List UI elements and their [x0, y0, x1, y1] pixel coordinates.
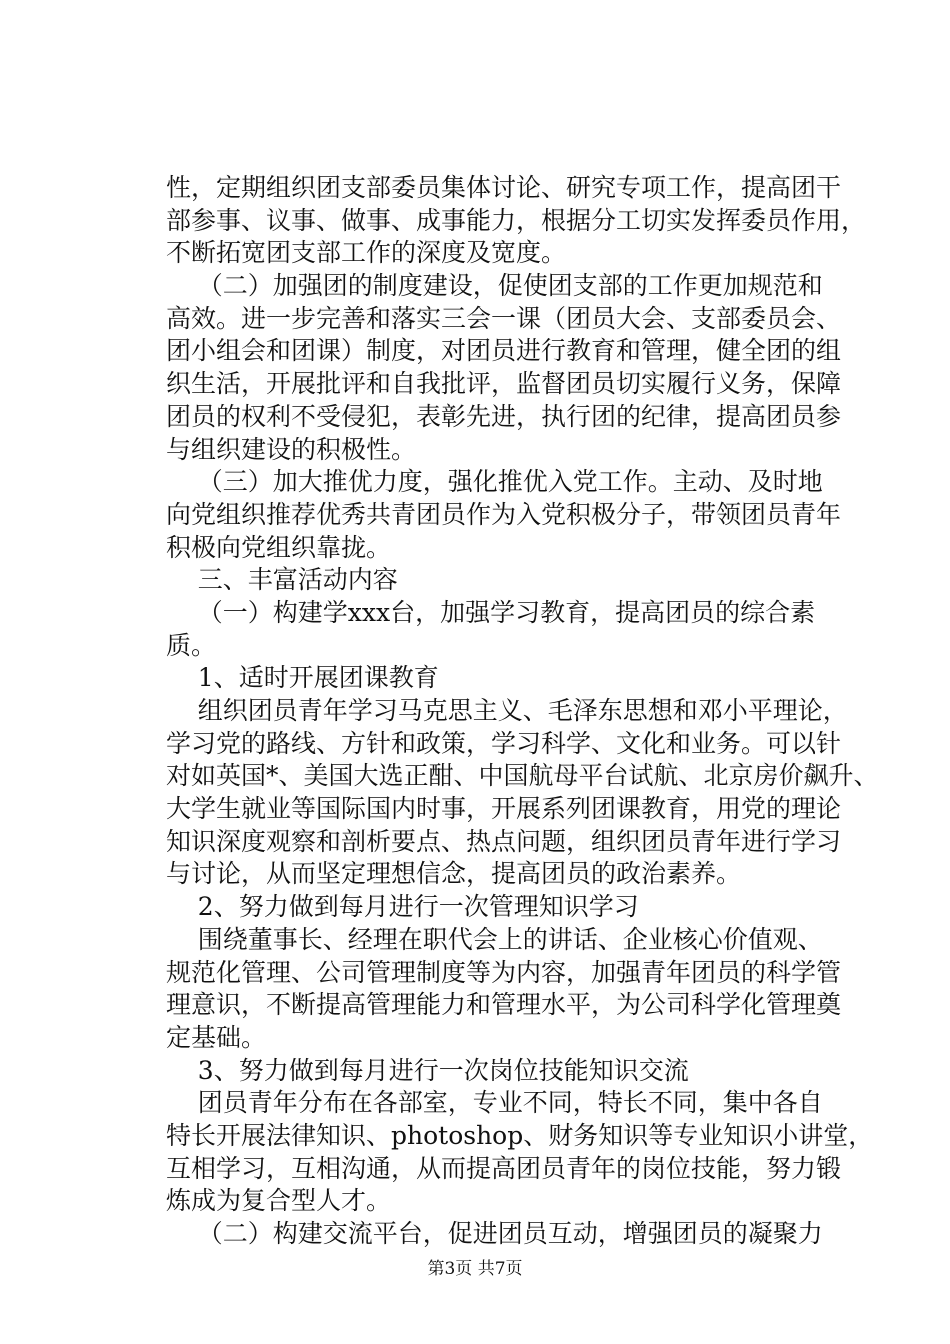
- text-line: 对如英国*、美国大选正酣、中国航母平台试航、北京房价飙升、: [166, 761, 879, 791]
- subsection-heading: 3、努力做到每月进行一次岗位技能知识交流: [166, 1055, 689, 1085]
- text-line: 不断拓宽团支部工作的深度及宽度。: [166, 238, 567, 268]
- text-line: （二）构建交流平台，促进团员互动，增强团员的凝聚力: [166, 1219, 823, 1248]
- text-line: 团员青年分布在各部室，专业不同，特长不同，集中各自: [166, 1088, 823, 1118]
- section-heading: 三、丰富活动内容: [166, 565, 398, 595]
- text-line: 向党组织推荐优秀共青团员作为入党积极分子，带领团员青年: [166, 499, 842, 529]
- text-line: 积极向党组织靠拢。: [166, 532, 392, 562]
- text-line: 围绕董事长、经理在职代会上的讲话、企业核心价值观、: [166, 924, 823, 954]
- text-line: （三）加大推优力度，强化推优入党工作。主动、及时地: [166, 467, 823, 497]
- text-line: 学习党的路线、方针和政策，学习科学、文化和业务。可以针: [166, 728, 842, 758]
- text-line: （一）构建学xxx台，加强学习教育，提高团员的综合素: [166, 597, 816, 627]
- text-line: 质。: [166, 630, 217, 660]
- text-line: 团员的权利不受侵犯，表彰先进，执行团的纪律，提高团员参: [166, 401, 842, 431]
- page-footer: 第3页 共7页: [427, 1259, 523, 1279]
- text-line: 高效。进一步完善和落实三会一课（团员大会、支部委员会、: [166, 303, 842, 333]
- text-line: 组织团员青年学习马克思主义、毛泽东思想和邓小平理论，: [166, 696, 848, 725]
- text-line: 炼成为复合型人才。: [166, 1186, 392, 1216]
- subsection-heading: 2、努力做到每月进行一次管理知识学习: [166, 892, 639, 922]
- text-line: 理意识，不断提高管理能力和管理水平，为公司科学化管理奠: [166, 990, 842, 1020]
- text-line: 织生活，开展批评和自我批评，监督团员切实履行义务，保障: [166, 369, 842, 399]
- text-line: 定基础。: [166, 1022, 267, 1052]
- text-line: 知识深度观察和剖析要点、热点问题，组织团员青年进行学习: [166, 826, 842, 856]
- text-line: 互相学习，互相沟通，从而提高团员青年的岗位技能，努力锻: [166, 1153, 842, 1183]
- text-line: 部参事、议事、做事、成事能力，根据分工切实发挥委员作用，: [166, 205, 867, 235]
- text-line: 与组织建设的积极性。: [166, 434, 417, 464]
- text-line: 团小组会和团课）制度，对团员进行教育和管理，健全团的组: [166, 336, 842, 366]
- text-line: 性，定期组织团支部委员集体讨论、研究专项工作，提高团干: [166, 173, 842, 202]
- subsection-heading: 1、适时开展团课教育: [166, 663, 439, 693]
- document-body: [166, 172, 879, 1251]
- text-line: 大学生就业等国际国内时事，开展系列团课教育，用党的理论: [166, 794, 842, 824]
- text-line: 特长开展法律知识、photoshop、财务知识等专业知识小讲堂，: [166, 1120, 874, 1150]
- text-line: （二）加强团的制度建设，促使团支部的工作更加规范和: [166, 271, 823, 301]
- text-line: 规范化管理、公司管理制度等为内容，加强青年团员的科学管: [166, 957, 842, 987]
- text-line: 与讨论，从而坚定理想信念，提高团员的政治素养。: [166, 859, 742, 889]
